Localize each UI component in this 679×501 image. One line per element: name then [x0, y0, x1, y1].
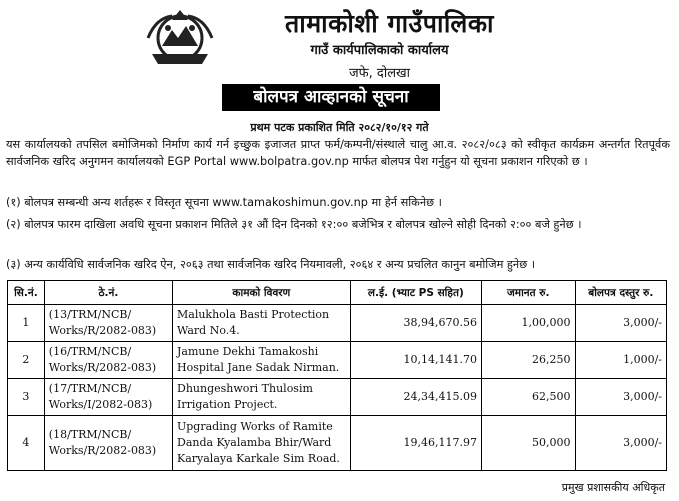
office-location: जफे, दोलखा: [348, 66, 411, 81]
row-fee: 3,000/-: [575, 379, 666, 416]
row-desc: Jamune Dekhi Tamakoshi Hospital Jane Sadak Nirman.: [173, 342, 351, 379]
row-cost: 24,34,415.09: [350, 379, 481, 416]
row-deposit: 1,00,000: [482, 305, 576, 342]
row-deposit: 26,250: [482, 342, 576, 379]
row-ref: (18/TRM/NCB/ Works/R/2082-083): [44, 416, 172, 471]
row-cost: 10,14,141.70: [350, 342, 481, 379]
publication-date: प्रथम पटक प्रकाशित मिति २०८२/१०/१२ गते: [250, 121, 429, 134]
note-3: (३) अन्य कार्यविधि सार्वजनिक खरिद ऐन, २०६३ तथा सार्वजनिक खरिद नियमावली, २०६४ र अन्य प्रचलित कानुन बमोजिम हुनेछ ।: [6, 258, 535, 271]
header-fee: बोलपत्र दस्तुर रु.: [575, 281, 666, 305]
header-ref: ठे.नं.: [44, 281, 172, 305]
intro-paragraph: यस कार्यालयको तपसिल बमोजिमको निर्माण कार्य गर्न इच्छुक इजाजत प्राप्त फर्म/कम्पनी/संस्थाले चालु आ.व. २०८२/०८३ को स्वीकृत कार्यक्रम अन्तर्गत रितपूर्वक सार्वजनिक खरिद अनुगमन कार्यालयको EGP Portal www.bolpatra.gov.np मार्फत बोलपत्र पेश गर्नुहुन यो सूचना प्रकाशन गरिएको छ ।: [6, 138, 670, 168]
note-1: (१) बोलपत्र सम्बन्धी अन्य शर्तहरू र विस्तृत सूचना www.tamakoshimun.gov.np मा हेर्न सकिनेछ ।: [6, 196, 442, 209]
row-sn: 1: [8, 305, 45, 342]
note-2: (२) बोलपत्र फारम दाखिला अवधि सूचना प्रकाशन मितिले ३१ औं दिन दिनको १२:०० बजेभित्र र बोलपत्र खोल्ने सोही दिनको २:०० बजे हुनेछ ।: [6, 218, 582, 231]
row-sn: 2: [8, 342, 45, 379]
notice-title: बोलपत्र आव्हानको सूचना: [222, 84, 440, 111]
header-cost: ल.ई. (भ्याट PS सहित): [350, 281, 481, 305]
row-fee: 3,000/-: [575, 416, 666, 471]
row-cost: 38,94,670.56: [350, 305, 481, 342]
table-row: [8, 416, 667, 471]
row-deposit: 50,000: [482, 416, 576, 471]
table-header-row: [8, 281, 667, 305]
row-desc: Malukhola Basti Protection Ward No.4.: [173, 305, 351, 342]
office-name: गाउँ कार्यपालिकाको कार्यालय: [310, 43, 449, 58]
table-row: [8, 379, 667, 416]
header-desc: कामको विवरण: [173, 281, 351, 305]
row-desc: Dhungeshwori Thulosim Irrigation Project.: [173, 379, 351, 416]
header-sn: सि.नं.: [8, 281, 45, 305]
row-fee: 1,000/-: [575, 342, 666, 379]
row-ref: (17/TRM/NCB/ Works/I/2082-083): [44, 379, 172, 416]
row-fee: 3,000/-: [575, 305, 666, 342]
row-ref: (16/TRM/NCB/ Works/R/2082-083): [44, 342, 172, 379]
row-sn: 4: [8, 416, 45, 471]
row-sn: 3: [8, 379, 45, 416]
table-row: [8, 305, 667, 342]
row-deposit: 62,500: [482, 379, 576, 416]
header-deposit: जमानत रु.: [482, 281, 576, 305]
tender-table: [7, 280, 667, 471]
table-row: [8, 342, 667, 379]
row-cost: 19,46,117.97: [350, 416, 481, 471]
signatory-title: प्रमुख प्रशासकीय अधिकृत: [561, 481, 665, 494]
org-name: तामाकोशी गाउँपालिका: [284, 9, 495, 38]
row-desc: Upgrading Works of Ramite Danda Kyalamba Bhir/Ward Karyalaya Karkale Sim Road.: [173, 416, 351, 471]
row-ref: (13/TRM/NCB/ Works/R/2082-083): [44, 305, 172, 342]
